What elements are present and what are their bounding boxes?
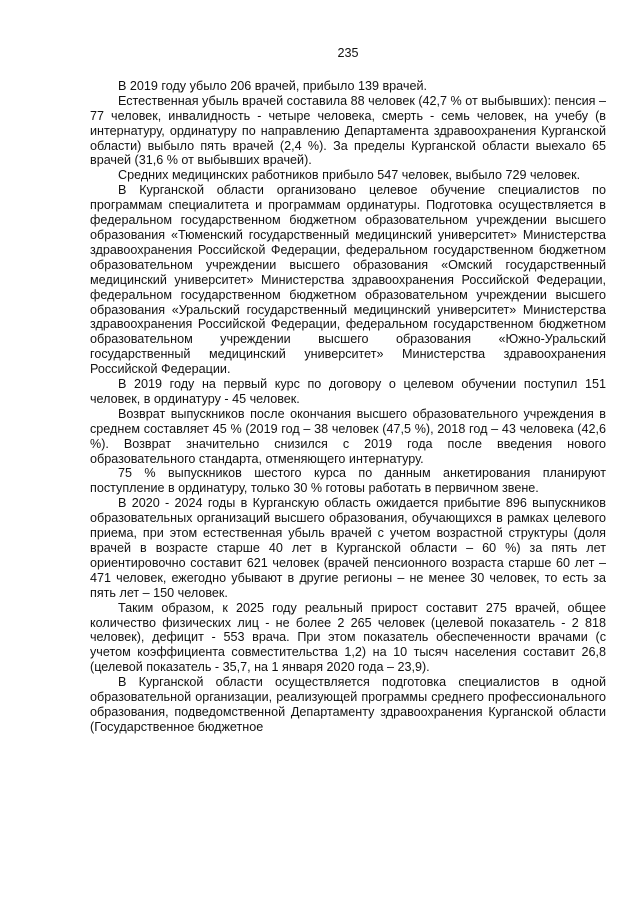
- paragraph-survey: 75 % выпускников шестого курса по данным анкетирования планируют поступление в ординатуру, только 30 % готовы работать в первичном звене.: [90, 466, 606, 496]
- paragraph-forecast: В 2020 - 2024 годы в Курганскую область ожидается прибытие 896 выпускников образовательных организаций высшего образования, обучающихся в рамках целевого приема, при этом естественная убыль врачей с учетом возрастной структуры (доля врачей в возрасте старше 40 лет в Курганской области – 60 %) за пять лет ориентировочно составит 621 человек (врачей пенсионного возраста старше 60 лет – 471 человек, ежегодно убывают в другие регионы – не менее 30 человек, то есть за пять лет – 150 человек.: [90, 496, 606, 600]
- paragraph-nurses: Средних медицинских работников прибыло 547 человек, выбыло 729 человек.: [118, 168, 581, 183]
- paragraph-summary: Таким образом, к 2025 году реальный прирост составит 275 врачей, общее количество физических лиц - не более 2 265 человек (целевой показатель - 2 818 человек), дефицит - 553 врача. При этом показатель обеспеченности врачами (с учетом коэффициента совместительства 1,2) на 10 тысяч населения составит 26,8 (целевой показатель - 35,7, на 1 января 2020 года – 23,9).: [90, 600, 606, 675]
- paragraph-graduate-return: Возврат выпускников после окончания высшего образовательного учреждения в среднем составляет 45 % (2019 год – 38 человек (47,5 %), 2018 год – 43 человека (42,6 %). Возврат значительно снизился с 2019 года после введения нового образовательного стандарта, отменяющего интернатуру.: [90, 406, 606, 466]
- paragraph-arrivals-departures: В 2019 году убыло 206 врачей, прибыло 139 врачей.: [118, 78, 427, 93]
- paragraph-natural-loss: Естественная убыль врачей составила 88 человек (42,7 % от выбывших): пенсия – 77 человек, инвалидность - четыре человека, смерть - семь человек, на учебу (в интернатуру, ординатуру по направлению Департамента здравоохранения Курганской области) выбыло пять врачей (2,4 %). За пределы Курганской области выехало 65 врачей (31,6 % от выбывших врачей).: [90, 93, 606, 168]
- paragraph-secondary-education: В Курганской области осуществляется подготовка специалистов в одной образовательной организации, реализующей программы среднего профессионального образования, подведомственной Департаменту здравоохранения Курганской области (Государственное бюджетное: [90, 675, 606, 734]
- paragraph-first-year-intake: В 2019 году на первый курс по договору о целевом обучении поступил 151 человек, в ординатуру - 45 человек.: [90, 377, 606, 406]
- paragraph-targeted-training: В Курганской области организовано целевое обучение специалистов по программам специалитета и программам ординатуры. Подготовка осуществляется в федеральном государственном бюджетном образовательном учреждении высшего образования «Тюменский государственный медицинский университет» Министерства здравоохранения Российской Федерации, федеральном государственном бюджетном образовательном учреждении высшего образования «Омский государственный медицинский университет» Министерства здравоохранения Российской Федерации, федеральном государственном бюджетном образовательном учреждении высшего образования «Уральский государственный медицинский университет» Министерства здравоохранения Российской Федерации, федеральном государственном бюджетном образовательном учреждении высшего образования «Южно-Уральский государственный медицинский университет» Министерства здравоохранения Российской Федерации.: [90, 183, 606, 377]
- page-number: 235: [337, 46, 359, 60]
